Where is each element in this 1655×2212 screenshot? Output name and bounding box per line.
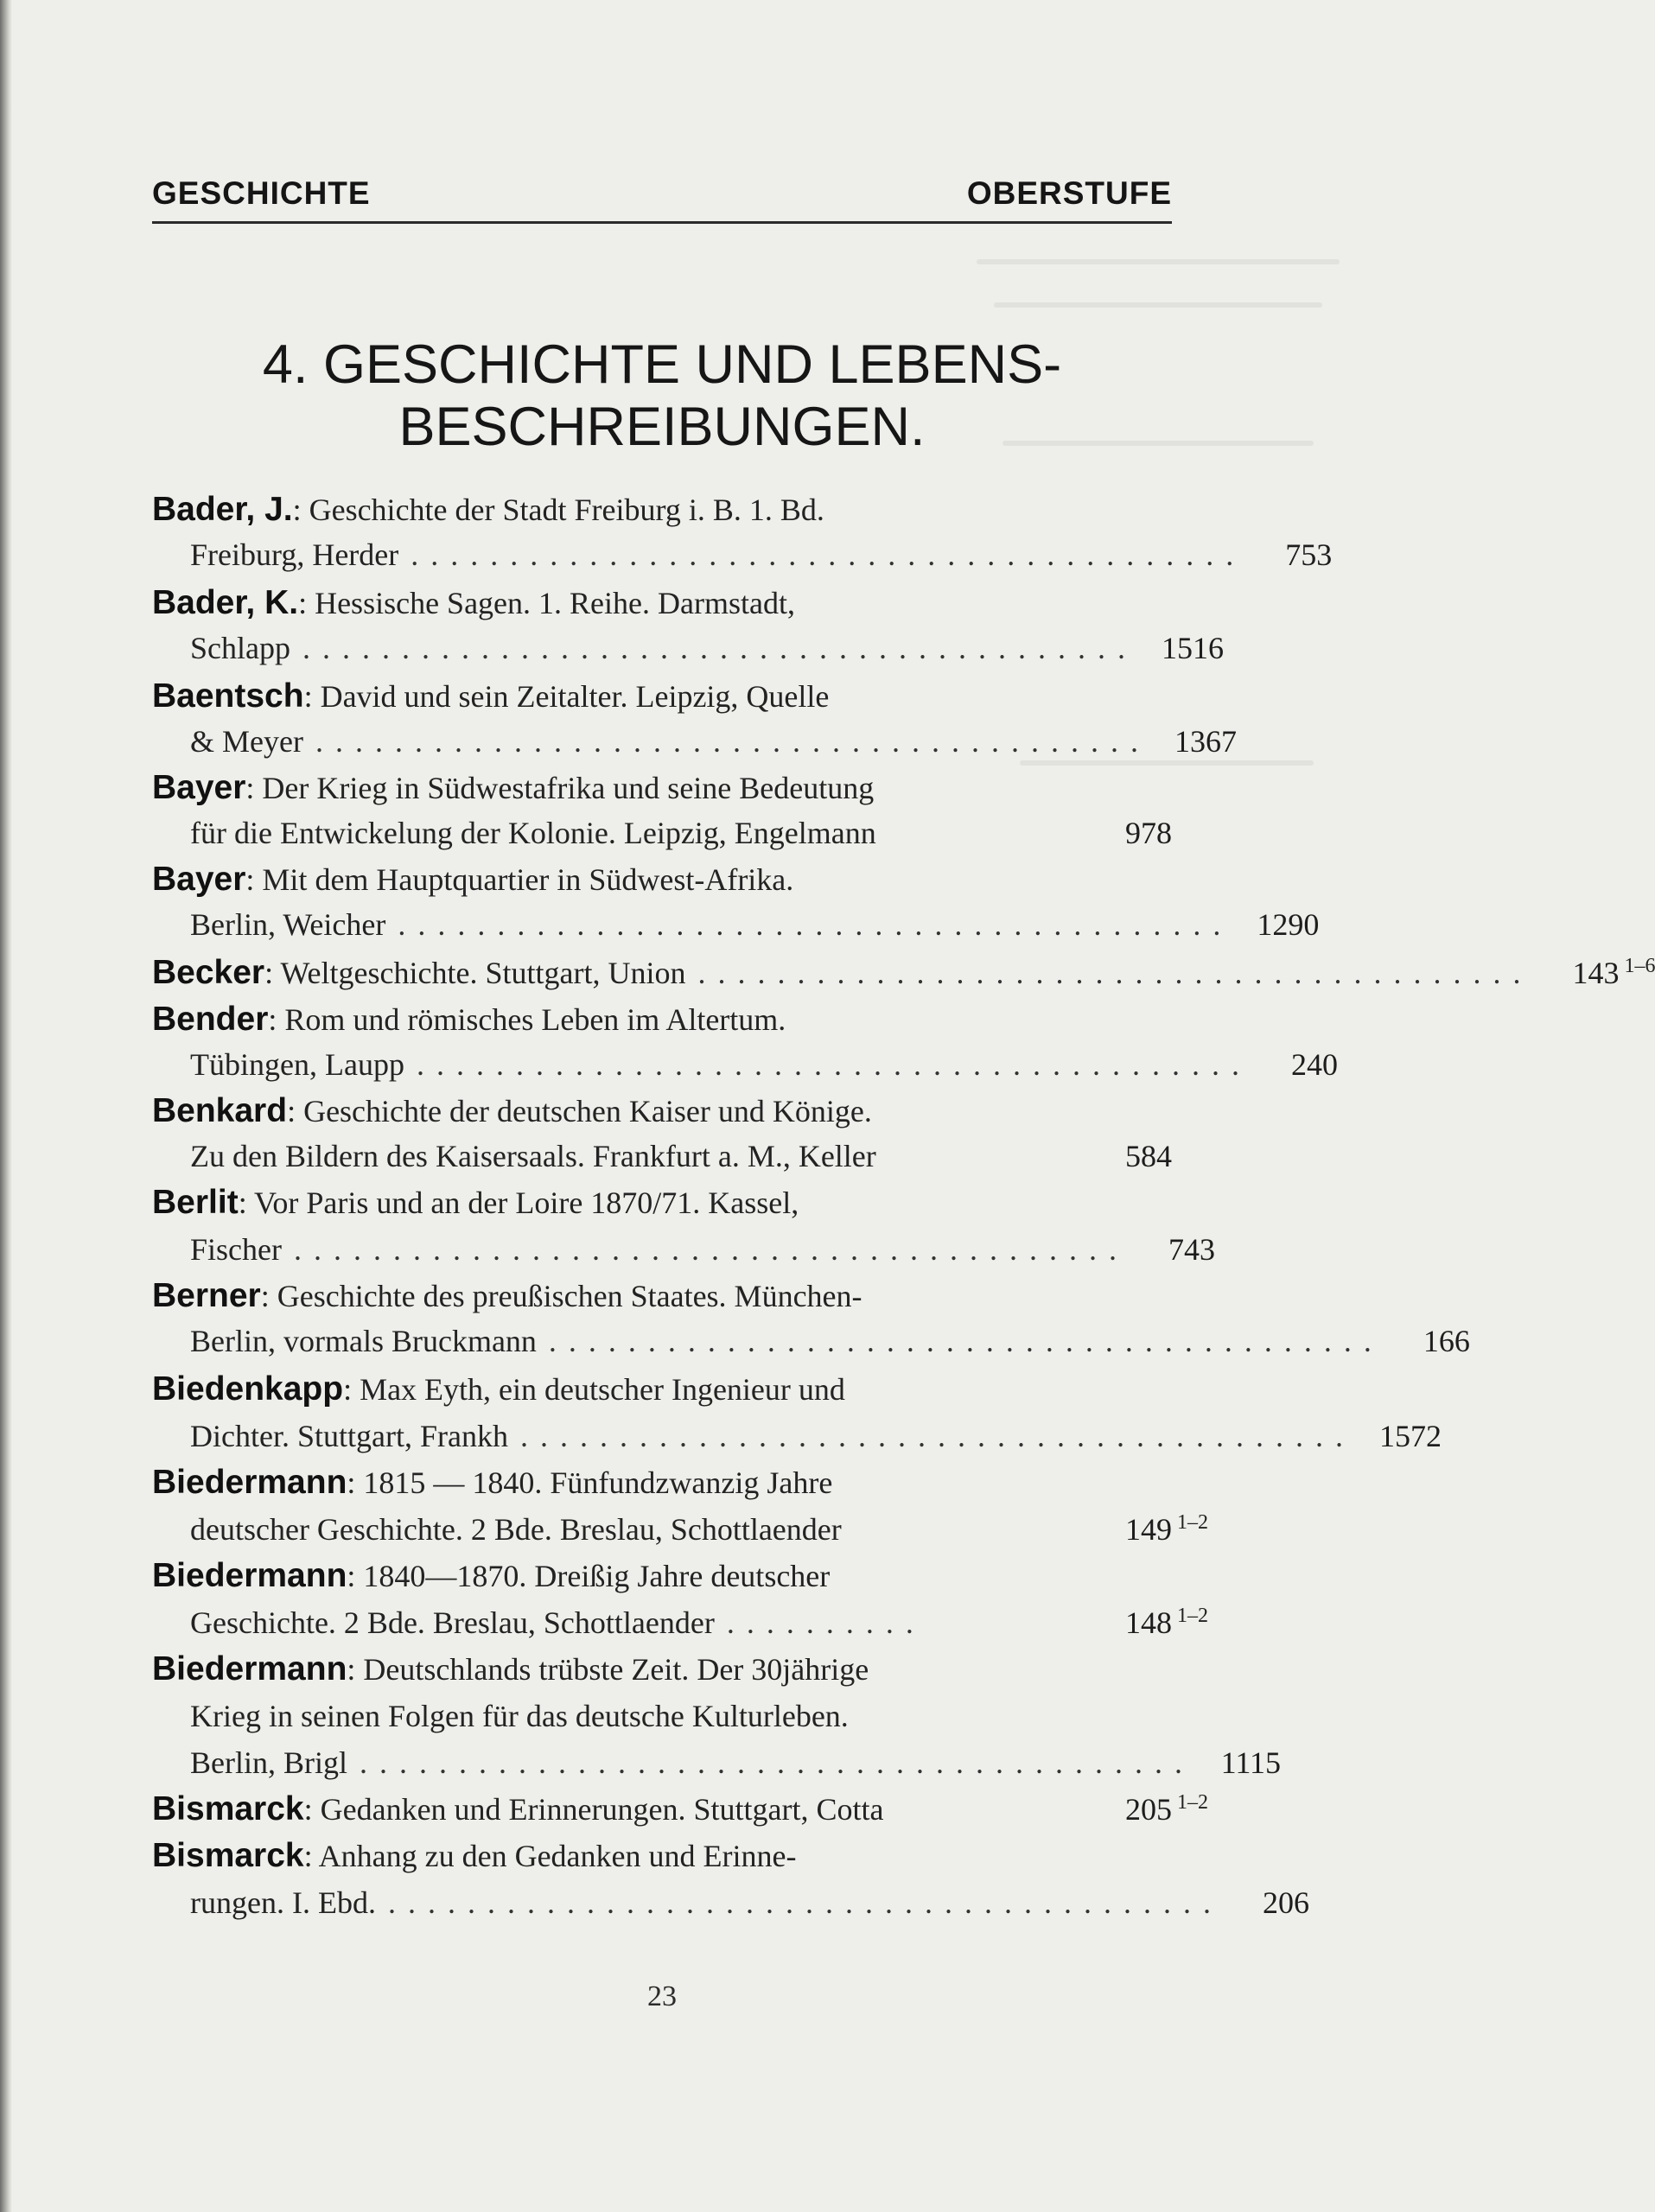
entry-number: 1115	[1220, 1745, 1281, 1780]
entry-text: : Geschichte der deutschen Kaiser und Könige.	[287, 1094, 872, 1128]
entry-line	[190, 906, 1320, 944]
entry-text: : Mit dem Hauptquartier in Südwest-Afrika.	[245, 862, 794, 897]
entry-author: Biedenkapp	[152, 1370, 344, 1408]
leader-dots: ..........................................	[302, 631, 1137, 665]
entry-number	[1094, 1510, 1208, 1548]
entry-author: Berlit	[152, 1184, 239, 1221]
entry-text: Krieg in seinen Folgen für das deutsche Kulturleben.	[190, 1699, 849, 1733]
entry-line	[190, 629, 1224, 667]
entry-publisher: Freiburg, Herder	[190, 537, 399, 572]
running-head	[152, 175, 1172, 212]
entry-number-value: 148	[1125, 1605, 1172, 1640]
leader-dots: ..........................................	[360, 1745, 1194, 1780]
entry-line	[152, 1464, 1172, 1502]
entry-number-value: 149	[1125, 1512, 1172, 1547]
entry-publisher: Schlapp	[190, 631, 290, 665]
entry-line	[152, 1557, 1172, 1595]
entry-line	[152, 1092, 1172, 1130]
entry-number: 206	[1262, 1885, 1309, 1920]
entry-publisher: Berlin, vormals Bruckmann	[190, 1324, 537, 1358]
entry-text: : Deutschlands trübste Zeit. Der 30jährige	[347, 1652, 869, 1687]
entry-author: Bader, J.	[152, 491, 293, 528]
bleed-through-mark	[977, 259, 1340, 264]
entry-text: : Hessische Sagen. 1. Reihe. Darmstadt,	[298, 586, 795, 620]
entry-author: Baentsch	[152, 677, 304, 715]
entry-line	[152, 861, 1172, 899]
entry-line	[190, 536, 1333, 574]
entry-line	[152, 1184, 1172, 1222]
entry-publisher: Fischer	[190, 1232, 282, 1267]
entry-number: 240	[1290, 1047, 1338, 1082]
entry-author: Bayer	[152, 861, 246, 898]
leader-dots: ..........................................	[293, 1232, 1129, 1267]
volume-superscript: 1–2	[1177, 1511, 1208, 1534]
bleed-through-mark	[994, 302, 1322, 308]
entry-line	[152, 1277, 1172, 1315]
entry-line	[152, 1837, 1172, 1875]
entry-author: Becker	[152, 954, 265, 991]
entry-line	[190, 1137, 1172, 1175]
entry-text: : Gedanken und Erinnerungen. Stuttgart, Cotta	[303, 1792, 884, 1827]
leader-dots: ..........................................	[387, 1885, 1223, 1920]
section-title	[152, 334, 1172, 458]
entry-line	[152, 1650, 1172, 1688]
entry-text: : 1815 — 1840. Fünfundzwanzig Jahre	[347, 1465, 833, 1500]
leader-dots: ..........................................	[519, 1419, 1355, 1453]
entry-line	[190, 814, 1172, 852]
leader-dots: ..........................................	[398, 907, 1233, 942]
section-title-line-2: BESCHREIBUNGEN.	[398, 397, 926, 457]
section-title-line-1: 4. GESCHICHTE UND LEBENS-	[262, 334, 1062, 395]
entry-author: Bismarck	[152, 1837, 304, 1874]
entry-line	[152, 1790, 1208, 1828]
entry-text: : Weltgeschichte. Stuttgart, Union	[264, 956, 686, 990]
leader-dots: ..........	[726, 1605, 926, 1640]
leader-dots: ..........................................	[548, 1324, 1384, 1358]
entry-text: : Anhang zu den Gedanken und Erinne-	[303, 1839, 797, 1873]
entry-text: : Rom und römisches Leben im Altertum.	[268, 1002, 786, 1037]
entry-line	[152, 491, 1172, 529]
entry-line	[152, 584, 1172, 622]
entry-line	[152, 1001, 1172, 1039]
entry-text: : Geschichte des preußischen Staates. München-	[260, 1279, 863, 1313]
entry-author: Benkard	[152, 1092, 288, 1129]
entry-author: Bismarck	[152, 1790, 304, 1827]
entry-author: Biedermann	[152, 1557, 347, 1594]
entry-publisher: Berlin, Weicher	[190, 907, 386, 942]
volume-superscript: 1–2	[1177, 1791, 1208, 1814]
entry-number: 753	[1285, 537, 1333, 572]
entry-publisher: Tübingen, Laupp	[190, 1047, 404, 1082]
entry-number-value: 143	[1572, 956, 1620, 990]
entry-line	[190, 1884, 1309, 1922]
entry-line	[152, 677, 1172, 715]
page-number: 23	[647, 1980, 677, 2012]
entry-number: 1367	[1174, 724, 1237, 759]
entry-text: : Max Eyth, ein deutscher Ingenieur und	[343, 1372, 845, 1407]
entry-line	[152, 954, 1655, 992]
entry-number: 1290	[1257, 907, 1320, 942]
entry-publisher: Dichter. Stuttgart, Frankh	[190, 1419, 508, 1453]
entry-line	[190, 1230, 1215, 1268]
entry-line	[152, 1370, 1172, 1408]
entry-line	[190, 1417, 1442, 1455]
entry-number: 584	[1125, 1139, 1172, 1173]
entry-line	[190, 1604, 1208, 1642]
bleed-through-mark	[1020, 760, 1314, 766]
leader-dots: ..........................................	[416, 1047, 1251, 1082]
entry-publisher: & Meyer	[190, 724, 303, 759]
entry-line	[190, 722, 1237, 760]
running-head-left: GESCHICHTE	[152, 175, 371, 211]
entry-text: : David und sein Zeitalter. Leipzig, Quelle	[303, 679, 830, 714]
entry-number: 166	[1423, 1324, 1470, 1358]
leader-dots: ..........................................	[315, 724, 1150, 759]
entry-line	[190, 1697, 1172, 1735]
entry-publisher: Geschichte. 2 Bde. Breslau, Schottlaender	[190, 1605, 715, 1640]
entry-line	[190, 1510, 1208, 1548]
volume-superscript: 1–2	[1177, 1605, 1208, 1627]
entry-author: Biedermann	[152, 1464, 347, 1501]
entry-number: 743	[1168, 1232, 1215, 1267]
entry-author: Bender	[152, 1001, 269, 1038]
leader-dots: ..........................................	[697, 956, 1533, 990]
entry-publisher: für die Entwickelung der Kolonie. Leipzig, Engelmann	[190, 816, 876, 850]
entry-publisher: Berlin, Brigl	[190, 1745, 347, 1780]
entry-author: Biedermann	[152, 1650, 347, 1688]
entry-author: Bader, K.	[152, 584, 299, 621]
entry-author: Berner	[152, 1277, 261, 1314]
entry-publisher: Zu den Bildern des Kaisersaals. Frankfurt a. M., Keller	[190, 1139, 876, 1173]
entry-number	[1541, 954, 1655, 992]
running-head-right: OBERSTUFE	[966, 175, 1172, 211]
entry-text: : Vor Paris und an der Loire 1870/71. Kassel,	[238, 1185, 799, 1220]
header-rule	[152, 221, 1172, 224]
entry-number	[1094, 1790, 1208, 1828]
volume-superscript: 1–6	[1624, 955, 1655, 977]
entry-publisher: deutscher Geschichte. 2 Bde. Breslau, Schottlaender	[190, 1512, 842, 1547]
page-binding-edge	[0, 0, 12, 2212]
entry-number: 1572	[1378, 1419, 1442, 1453]
entry-number-value: 205	[1125, 1792, 1172, 1827]
entry-text: : 1840—1870. Dreißig Jahre deutscher	[347, 1559, 831, 1593]
leader-dots: ..........................................	[411, 537, 1246, 572]
entry-number: 1516	[1161, 631, 1224, 665]
entry-author: Bayer	[152, 769, 246, 806]
entry-number	[1094, 1604, 1208, 1642]
entry-line	[190, 1744, 1281, 1782]
entry-line	[152, 769, 1172, 807]
entry-line	[190, 1046, 1338, 1084]
entry-number: 978	[1125, 816, 1172, 850]
entry-text: : Der Krieg in Südwestafrika und seine Bedeutung	[245, 771, 875, 805]
entry-text: : Geschichte der Stadt Freiburg i. B. 1. Bd.	[292, 493, 824, 527]
entry-publisher: rungen. I. Ebd.	[190, 1885, 376, 1920]
entry-line	[190, 1322, 1470, 1360]
